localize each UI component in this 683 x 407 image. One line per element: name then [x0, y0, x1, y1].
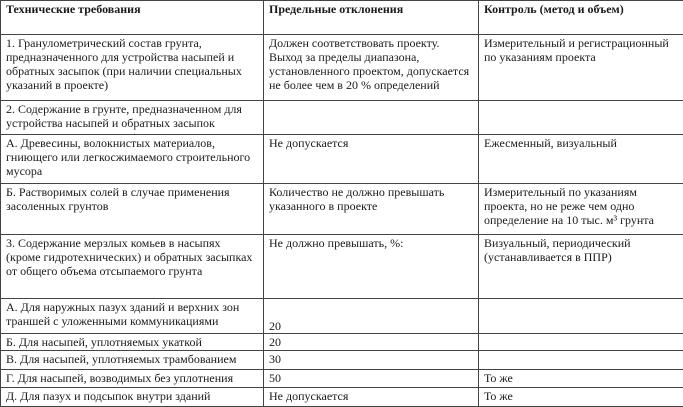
- cell-control: Измерительный по указаниям проекта, но не реже чем одно определение на 10 тыс. м³ грунта: [479, 183, 683, 234]
- cell-deviation: Количество не должно превышать указанного в проекте: [264, 183, 479, 234]
- cell-control: Измерительный и регистрационный по указаниям проекта: [479, 34, 683, 100]
- cell-control: Ежесменный, визуальный: [479, 134, 683, 183]
- cell-deviation: 30: [264, 351, 479, 370]
- header-deviations: Предельные отклонения: [264, 1, 479, 35]
- cell-control: То же: [479, 369, 683, 388]
- cell-control: [479, 351, 683, 370]
- table-row: [1, 34, 683, 100]
- table-row: [1, 299, 683, 334]
- table-row: [1, 235, 683, 299]
- table-row: [1, 183, 683, 234]
- table-row: [1, 134, 683, 183]
- cell-control: То же: [479, 388, 683, 407]
- cell-requirement: А. Древесины, волокнистых материалов, гниющего или легкосжимаемого строительного мусора: [1, 134, 264, 183]
- cell-requirement: В. Для насыпей, уплотняемых трамбованием: [1, 351, 264, 370]
- cell-control: Визуальный, периодический (устанавливается в ППР): [479, 235, 683, 299]
- cell-deviation: [264, 100, 479, 134]
- header-control: Контроль (метод и объем): [479, 1, 683, 35]
- cell-deviation: 20: [264, 333, 479, 350]
- header-requirements: Технические требования: [1, 1, 264, 35]
- cell-requirement: 3. Содержание мерзлых комьев в насыпях (кроме гидротехнических) и обратных засыпках от общего объема отсыпаемого грунта: [1, 235, 264, 299]
- header-row: [1, 1, 683, 35]
- cell-requirement: Б. Растворимых солей в случае применения засоленных грунтов: [1, 183, 264, 234]
- cell-requirement: 2. Содержание в грунте, предназначенном для устройства насыпей и обратных засыпок: [1, 100, 264, 134]
- cell-deviation: Не должно превышать, %:: [264, 235, 479, 299]
- cell-requirement: А. Для наружных пазух зданий и верхних зон траншей с уложенными коммуникациями: [1, 299, 264, 334]
- table-row: [1, 100, 683, 134]
- cell-deviation: 20: [264, 299, 479, 334]
- cell-requirement: 1. Гранулометрический состав грунта, предназначенного для устройства насыпей и обратных засыпок (при наличии специальных указаний в проекте): [1, 34, 264, 100]
- cell-deviation: 50: [264, 369, 479, 388]
- cell-control: [479, 333, 683, 350]
- table-row: [1, 369, 683, 388]
- table-row: [1, 351, 683, 370]
- cell-control: [479, 299, 683, 334]
- cell-control: [479, 100, 683, 134]
- table-row: [1, 333, 683, 350]
- cell-deviation: Не допускается: [264, 388, 479, 407]
- cell-requirement: Б. Для насыпей, уплотняемых укаткой: [1, 333, 264, 350]
- table-row: [1, 388, 683, 407]
- cell-requirement: Д. Для пазух и подсыпок внутри зданий: [1, 388, 264, 407]
- cell-requirement: Г. Для насыпей, возводимых без уплотнения: [1, 369, 264, 388]
- cell-deviation: Должен соответствовать проекту. Выход за пределы диапазона, установленного проектом, допускается не более чем в 20 % определений: [264, 34, 479, 100]
- cell-deviation: Не допускается: [264, 134, 479, 183]
